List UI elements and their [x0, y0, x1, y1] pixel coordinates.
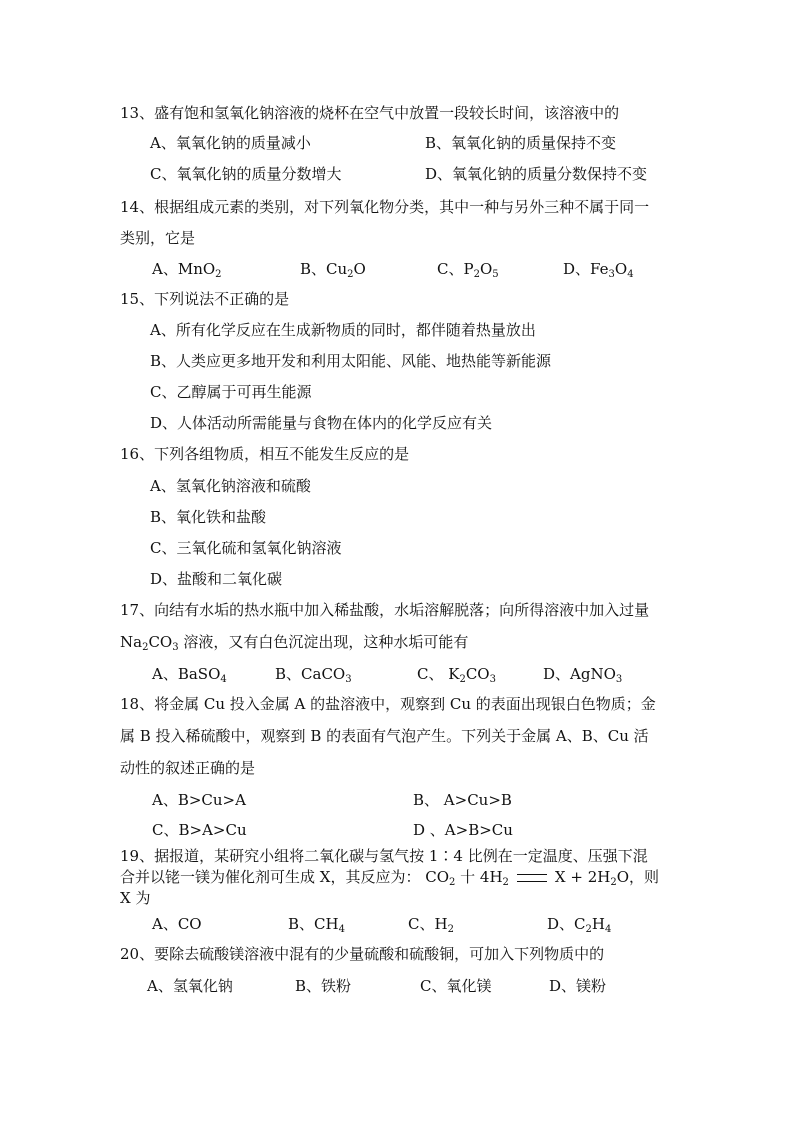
q19-option-a: A、CO: [152, 915, 202, 933]
q13-option-b: B、氧氧化钠的质量保持不变: [425, 134, 617, 152]
q18-option-a: A、B>Cu>A: [152, 791, 246, 809]
question-19-stem-line1: 19、据报道，某研究小组将二氧化碳与氢气按 1∶4 比例在一定温度、压强下混: [120, 847, 648, 865]
question-14-stem-line1: 14、根据组成元素的类别，对下列氧化物分类，其中一种与另外三种不属于同一: [120, 198, 650, 216]
q20-option-d: D、镁粉: [549, 977, 607, 995]
q14-option-a: A、MnO$_2$: [152, 260, 222, 280]
question-19-stem-line2: 合并以铑一镁为催化剂可生成 X，其反应为： $CO_2$ 十 $4H_2$ $X + 2H_2O$，则: [120, 868, 660, 888]
q18-option-b: B、 A>Cu>B: [413, 791, 512, 809]
q15-option-d: D、人体活动所需能量与食物在体内的化学反应有关: [150, 414, 493, 432]
q14-option-b: B、$Cu_2O$: [300, 260, 366, 280]
q19-option-b: B、$CH_4$: [288, 915, 345, 935]
question-17-stem-line1: 17、向结有水垢的热水瓶中加入稀盐酸，水垢溶解脱落；向所得溶液中加入过量: [120, 601, 650, 619]
question-18-stem-line3: 动性的叙述正确的是: [120, 759, 256, 777]
q19-option-c: C、$H_2$: [408, 915, 454, 935]
q20-option-b: B、铁粉: [295, 977, 352, 995]
q13-option-a: A、氧氧化钠的质量减小: [150, 134, 311, 152]
q17-option-d: D、AgNO$_3$: [543, 665, 623, 685]
question-19-stem-line3: X 为: [120, 889, 151, 907]
question-14-stem-line2: 类别，它是: [120, 229, 196, 247]
q14-option-d: D、$Fe_3O_4$: [563, 260, 634, 280]
q15-option-b: B、人类应更多地开发和利用太阳能、风能、地热能等新能源: [150, 352, 552, 370]
q17-option-a: A、BaSO$_4$: [152, 665, 227, 685]
equals-sign-icon: [517, 874, 547, 882]
q17-option-c: C、 $K_2CO_3$: [417, 665, 496, 685]
q18-option-d: D 、A>B>Cu: [413, 821, 513, 839]
q19-option-d: D、$C_2H_4$: [547, 915, 612, 935]
q13-option-c: C、氧氧化钠的质量分数增大: [150, 165, 342, 183]
q18-option-c: C、B>A>Cu: [152, 821, 247, 839]
q16-option-b: B、氧化铁和盐酸: [150, 508, 267, 526]
q13-option-d: D、氧氧化钠的质量分数保持不变: [425, 165, 648, 183]
question-20-stem: 20、要除去硫酸镁溶液中混有的少量硫酸和硫酸铜，可加入下列物质中的: [120, 945, 605, 963]
question-18-stem-line1: 18、将金属 Cu 投入金属 A 的盐溶液中，观察到 Cu 的表面出现银白色物质；金: [120, 695, 656, 713]
question-16-stem: 16、下列各组物质，相互不能发生反应的是: [120, 445, 410, 463]
question-15-stem: 15、下列说法不正确的是: [120, 290, 290, 308]
q15-option-c: C、乙醇属于可再生能源: [150, 383, 312, 401]
q17-option-b: B、CaCO$_3$: [275, 665, 352, 685]
q15-option-a: A、所有化学反应在生成新物质的同时，都伴随着热量放出: [150, 321, 536, 339]
q20-option-c: C、氧化镁: [420, 977, 492, 995]
q16-option-a: A、氢氧化钠溶液和硫酸: [150, 477, 311, 495]
question-13-stem: 13、盛有饱和氢氧化钠溶液的烧杯在空气中放置一段较长时间，该溶液中的: [120, 104, 620, 122]
q16-option-c: C、三氧化硫和氢氧化钠溶液: [150, 539, 342, 557]
q20-option-a: A、氢氧化钠: [147, 977, 233, 995]
question-18-stem-line2: 属 B 投入稀硫酸中，观察到 B 的表面有气泡产生。下列关于金属 A、B、Cu 活: [120, 727, 649, 745]
question-17-stem-line2: $Na_2CO_3$ 溶液，又有白色沉淀出现，这种水垢可能有: [120, 633, 469, 653]
q14-option-c: C、$P_2O_5$: [437, 260, 499, 280]
q16-option-d: D、盐酸和二氧化碳: [150, 570, 283, 588]
